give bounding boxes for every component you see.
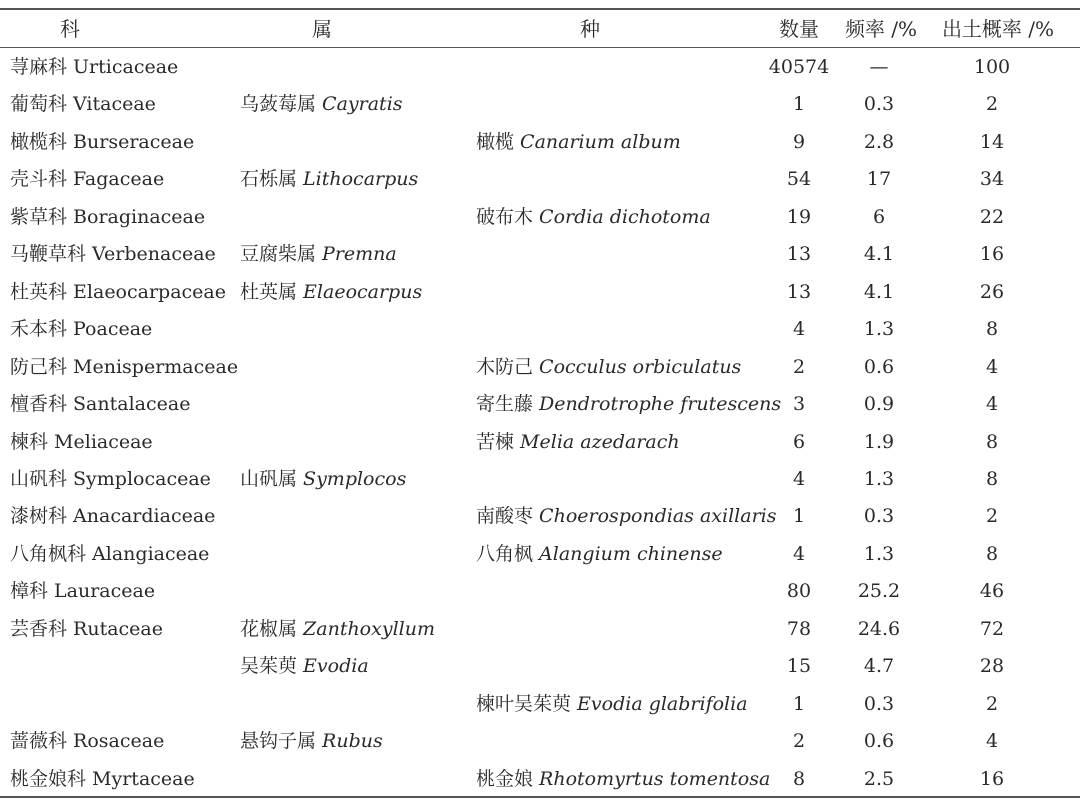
table-row (0, 236, 1080, 272)
probability-cell (934, 611, 1050, 647)
probability-value: 8 (985, 542, 999, 565)
frequency-cell (840, 498, 918, 534)
genus-latin-name: Symplocos (303, 467, 407, 490)
frequency-value: 0.6 (863, 730, 895, 753)
frequency-cell (840, 161, 918, 197)
count-cell (758, 723, 840, 759)
frequency-cell (840, 86, 918, 122)
table-row (0, 723, 1080, 759)
count-cell (758, 461, 840, 497)
table-row (0, 311, 1080, 347)
genus-cell (240, 648, 369, 684)
probability-cell (934, 49, 1050, 85)
table-row (0, 49, 1080, 85)
genus-chinese-name: 杜英属 (240, 280, 304, 303)
probability-cell (934, 461, 1050, 497)
count-cell (758, 761, 840, 797)
table-row (0, 536, 1080, 572)
frequency-value: 1.9 (863, 430, 895, 453)
count-cell (758, 161, 840, 197)
species-cell (476, 761, 770, 797)
species-latin-name: Evodia glabrifolia (577, 692, 748, 715)
count-value: 4 (792, 318, 806, 341)
species-latin-name: Cocculus orbiculatus (539, 355, 742, 378)
probability-value: 8 (985, 318, 999, 341)
table-row (0, 124, 1080, 160)
probability-cell (934, 498, 1050, 534)
count-value: 40574 (768, 56, 830, 78)
frequency-cell (840, 124, 918, 160)
count-value: 1 (792, 505, 806, 528)
genus-latin-name: Premna (322, 243, 397, 266)
genus-latin-name: Cayratis (322, 93, 403, 116)
probability-cell (934, 236, 1050, 272)
count-cell (758, 49, 840, 85)
family-name: 禾本科 Poaceae (10, 318, 153, 341)
count-cell (758, 86, 840, 122)
family-cell (10, 424, 153, 460)
probability-value: 100 (973, 56, 1011, 78)
genus-chinese-name: 乌蔹莓属 (240, 93, 323, 116)
probability-value: 2 (985, 505, 999, 528)
genus-chinese-name: 悬钩子属 (240, 730, 323, 753)
species-chinese-name: 南酸枣 (476, 505, 540, 528)
species-latin-name: Alangium chinense (539, 542, 723, 565)
species-cell (476, 386, 781, 422)
species-cell (476, 498, 776, 534)
table-row (0, 648, 1080, 684)
probability-value: 8 (985, 467, 999, 490)
genus-latin-name: Evodia (303, 655, 369, 678)
header-genus: 属 (312, 17, 332, 41)
count-cell (758, 349, 840, 385)
family-name: 樟科 Lauraceae (10, 580, 156, 603)
top-rule (0, 8, 1080, 10)
frequency-value: 24.6 (857, 617, 901, 640)
probability-cell (934, 199, 1050, 235)
count-value: 80 (786, 580, 812, 603)
frequency-cell (840, 648, 918, 684)
family-cell (10, 761, 195, 797)
probability-cell (934, 686, 1050, 722)
frequency-value: 1.3 (863, 542, 895, 565)
genus-chinese-name: 豆腐柴属 (240, 243, 323, 266)
probability-value: 22 (979, 205, 1005, 228)
frequency-value: 4.7 (863, 655, 895, 678)
species-latin-name: Cordia dichotoma (539, 205, 711, 228)
probability-cell (934, 386, 1050, 422)
species-cell (476, 686, 748, 722)
family-name: 芸香科 Rutaceae (10, 617, 164, 640)
family-cell (10, 349, 238, 385)
probability-value: 8 (985, 430, 999, 453)
genus-latin-name: Lithocarpus (303, 168, 419, 191)
genus-cell (240, 236, 397, 272)
species-cell (476, 424, 680, 460)
probability-cell (934, 161, 1050, 197)
genus-chinese-name: 吴茱萸 (240, 655, 304, 678)
genus-cell (240, 461, 406, 497)
genus-cell (240, 161, 418, 197)
header-species: 种 (580, 17, 600, 41)
family-cell (10, 124, 194, 160)
probability-cell (934, 723, 1050, 759)
genus-latin-name: Rubus (322, 730, 383, 753)
frequency-value: 0.3 (863, 692, 895, 715)
probability-cell (934, 349, 1050, 385)
family-cell (10, 161, 164, 197)
frequency-value: 6 (872, 205, 886, 228)
count-cell (758, 124, 840, 160)
frequency-value: — (869, 56, 889, 78)
probability-cell (934, 573, 1050, 609)
count-value: 8 (792, 767, 806, 790)
probability-value: 72 (979, 617, 1005, 640)
count-cell (758, 199, 840, 235)
species-chinese-name: 木防己 (476, 355, 540, 378)
frequency-cell (840, 761, 918, 797)
family-name: 漆树科 Anacardiaceae (10, 505, 216, 528)
count-value: 13 (786, 243, 812, 266)
probability-value: 16 (979, 767, 1005, 790)
table-row (0, 86, 1080, 122)
species-latin-name: Rhotomyrtus tomentosa (539, 767, 771, 790)
genus-latin-name: Zanthoxyllum (303, 617, 435, 640)
frequency-cell (840, 686, 918, 722)
frequency-cell (840, 723, 918, 759)
frequency-cell (840, 611, 918, 647)
frequency-value: 0.3 (863, 505, 895, 528)
count-cell (758, 498, 840, 534)
species-cell (476, 536, 723, 572)
count-cell (758, 648, 840, 684)
count-cell (758, 686, 840, 722)
count-value: 1 (792, 93, 806, 116)
probability-cell (934, 86, 1050, 122)
frequency-value: 1.3 (863, 318, 895, 341)
frequency-cell (840, 274, 918, 310)
species-latin-name: Dendrotrophe frutescens (539, 393, 782, 416)
genus-cell (240, 723, 383, 759)
family-name: 防己科 Menispermaceae (10, 355, 239, 378)
family-cell (10, 311, 152, 347)
count-value: 15 (786, 655, 812, 678)
count-value: 13 (786, 280, 812, 303)
header-frequency: 频率 /% (844, 17, 918, 41)
frequency-value: 25.2 (857, 580, 901, 603)
table-row (0, 461, 1080, 497)
probability-value: 4 (985, 355, 999, 378)
species-chinese-name: 八角枫 (476, 542, 540, 565)
table-row (0, 199, 1080, 235)
family-cell (10, 611, 163, 647)
family-name: 楝科 Meliaceae (10, 430, 153, 453)
family-cell (10, 498, 215, 534)
frequency-value: 0.3 (863, 93, 895, 116)
genus-cell (240, 274, 422, 310)
table-row (0, 386, 1080, 422)
species-latin-name: Melia azedarach (520, 430, 680, 453)
frequency-value: 2.8 (863, 130, 895, 153)
species-latin-name: Canarium album (520, 130, 681, 153)
family-name: 马鞭草科 Verbenaceae (10, 243, 216, 266)
count-value: 78 (786, 617, 812, 640)
family-name: 荨麻科 Urticaceae (10, 56, 179, 78)
family-name: 桃金娘科 Myrtaceae (10, 767, 195, 790)
probability-value: 34 (979, 168, 1005, 191)
header-family: 科 (60, 17, 80, 41)
family-cell (10, 199, 205, 235)
species-cell (476, 199, 711, 235)
frequency-value: 0.9 (863, 393, 895, 416)
family-name: 橄榄科 Burseraceae (10, 130, 195, 153)
count-value: 4 (792, 467, 806, 490)
frequency-value: 1.3 (863, 467, 895, 490)
count-cell (758, 386, 840, 422)
count-cell (758, 573, 840, 609)
genus-chinese-name: 石栎属 (240, 168, 304, 191)
header-rule (0, 47, 1080, 48)
family-name: 八角枫科 Alangiaceae (10, 542, 210, 565)
family-cell (10, 461, 211, 497)
species-chinese-name: 楝叶吴茱萸 (476, 692, 578, 715)
species-cell (476, 124, 681, 160)
family-cell (10, 236, 216, 272)
species-chinese-name: 桃金娘 (476, 767, 540, 790)
probability-value: 4 (985, 393, 999, 416)
family-name: 蔷薇科 Rosaceae (10, 730, 165, 753)
probability-cell (934, 424, 1050, 460)
family-cell (10, 536, 209, 572)
count-value: 9 (792, 130, 806, 153)
table-row (0, 498, 1080, 534)
family-name: 葡萄科 Vitaceae (10, 93, 156, 116)
frequency-cell (840, 311, 918, 347)
probability-cell (934, 648, 1050, 684)
count-value: 6 (792, 430, 806, 453)
frequency-cell (840, 49, 918, 85)
frequency-value: 17 (866, 168, 892, 191)
table-row (0, 573, 1080, 609)
species-chinese-name: 寄生藤 (476, 393, 540, 416)
probability-value: 14 (979, 130, 1005, 153)
species-chinese-name: 橄榄 (476, 130, 521, 153)
frequency-value: 0.6 (863, 355, 895, 378)
bottom-rule (0, 796, 1080, 798)
table-row (0, 349, 1080, 385)
family-cell (10, 49, 178, 85)
probability-cell (934, 311, 1050, 347)
species-chinese-name: 苦楝 (476, 430, 521, 453)
count-value: 54 (786, 168, 812, 191)
probability-value: 4 (985, 730, 999, 753)
count-cell (758, 536, 840, 572)
probability-cell (934, 124, 1050, 160)
table-row (0, 274, 1080, 310)
count-cell (758, 611, 840, 647)
genus-latin-name: Elaeocarpus (303, 280, 423, 303)
frequency-value: 4.1 (863, 243, 895, 266)
family-cell (10, 723, 164, 759)
count-value: 4 (792, 542, 806, 565)
probability-value: 2 (985, 93, 999, 116)
frequency-value: 2.5 (863, 767, 895, 790)
count-cell (758, 274, 840, 310)
header-count: 数量 (779, 17, 819, 41)
frequency-value: 4.1 (863, 280, 895, 303)
family-name: 山矾科 Symplocaceae (10, 467, 211, 490)
count-cell (758, 236, 840, 272)
family-name: 杜英科 Elaeocarpaceae (10, 280, 226, 303)
count-value: 1 (792, 692, 806, 715)
table-row (0, 611, 1080, 647)
family-cell (10, 386, 190, 422)
header-probability: 出土概率 /% (941, 17, 1055, 41)
species-cell (476, 349, 741, 385)
species-chinese-name: 破布木 (476, 205, 540, 228)
frequency-cell (840, 536, 918, 572)
genus-cell (240, 611, 435, 647)
family-name: 壳斗科 Fagaceae (10, 168, 165, 191)
family-name: 檀香科 Santalaceae (10, 393, 191, 416)
genus-chinese-name: 山矾属 (240, 467, 304, 490)
probability-cell (934, 761, 1050, 797)
frequency-cell (840, 461, 918, 497)
probability-value: 46 (979, 580, 1005, 603)
species-latin-name: Choerospondias axillaris (539, 505, 777, 528)
frequency-cell (840, 199, 918, 235)
family-cell (10, 86, 156, 122)
frequency-cell (840, 573, 918, 609)
count-value: 19 (786, 205, 812, 228)
frequency-cell (840, 236, 918, 272)
table-row (0, 424, 1080, 460)
frequency-cell (840, 424, 918, 460)
family-cell (10, 573, 155, 609)
count-cell (758, 311, 840, 347)
table-row (0, 686, 1080, 722)
probability-value: 26 (979, 280, 1005, 303)
count-value: 3 (792, 393, 806, 416)
table-row (0, 161, 1080, 197)
frequency-cell (840, 349, 918, 385)
probability-value: 28 (979, 655, 1005, 678)
table-row (0, 761, 1080, 797)
probability-value: 2 (985, 692, 999, 715)
probability-value: 16 (979, 243, 1005, 266)
probability-cell (934, 274, 1050, 310)
count-cell (758, 424, 840, 460)
family-cell (10, 274, 226, 310)
frequency-cell (840, 386, 918, 422)
probability-cell (934, 536, 1050, 572)
count-value: 2 (792, 355, 806, 378)
genus-chinese-name: 花椒属 (240, 617, 304, 640)
family-name: 紫草科 Boraginaceae (10, 205, 206, 228)
genus-cell (240, 86, 403, 122)
count-value: 2 (792, 730, 806, 753)
